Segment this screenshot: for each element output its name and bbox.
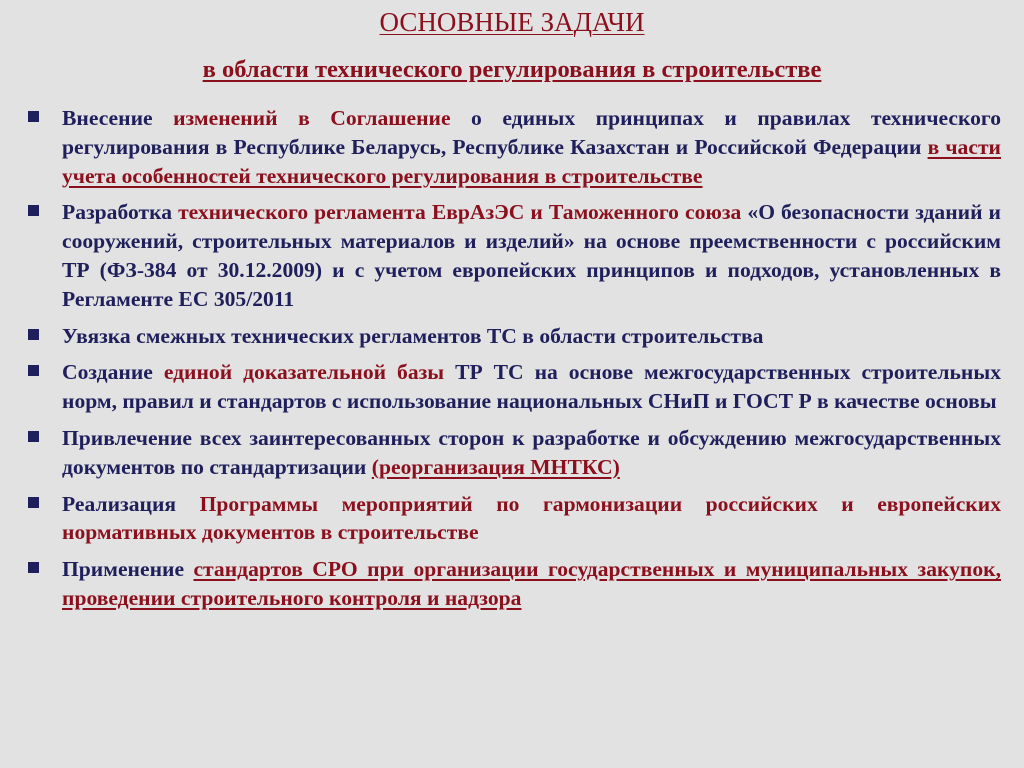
square-bullet-icon bbox=[28, 111, 39, 122]
text-segment: Привлечение всех заинтересованных сторон к разработке и обсуждению межгосударственных документов по стандартизации bbox=[62, 425, 1001, 479]
text-segment: Разработка bbox=[62, 200, 179, 225]
square-bullet-icon bbox=[28, 329, 39, 340]
square-bullet-icon bbox=[28, 205, 39, 216]
list-item-text bbox=[62, 198, 1001, 313]
list-item-text bbox=[62, 490, 1001, 548]
highlighted-text-segment: в части учета особенностей технического регулирования в строительстве bbox=[62, 134, 1001, 188]
list-item bbox=[28, 104, 1001, 190]
text-segment: Реализация bbox=[62, 491, 200, 516]
task-list bbox=[28, 104, 1001, 621]
square-bullet-icon bbox=[28, 365, 39, 376]
list-item bbox=[28, 322, 1001, 351]
highlighted-text-segment: (реорганизация МНТКС) bbox=[371, 454, 620, 479]
highlighted-text-segment: технического регламента ЕврАзЭС и Таможенного союза bbox=[178, 200, 742, 225]
square-bullet-icon bbox=[28, 497, 39, 508]
page-title: ОСНОВНЫЕ ЗАДАЧИ bbox=[379, 7, 645, 37]
list-item bbox=[28, 490, 1001, 548]
highlighted-text-segment: стандартов СРО при организации государственных и муниципальных закупок, проведении строительного контроля и надзора bbox=[62, 557, 1001, 610]
list-item-text bbox=[62, 104, 1001, 190]
list-item-text bbox=[62, 424, 1001, 482]
list-item bbox=[28, 198, 1001, 313]
text-segment: Внесение bbox=[62, 106, 174, 130]
highlighted-text-segment: единой доказательной базы bbox=[163, 360, 445, 385]
text-segment: ТР ТС на основе межгосударственных строительных норм, правил и стандартов с использование национальных СНиП и ГОСТ Р в качестве основы bbox=[62, 360, 1001, 414]
title-block bbox=[0, 6, 1024, 85]
list-item-text bbox=[62, 322, 1001, 351]
text-segment: Применение bbox=[62, 557, 194, 582]
text-segment: Увязка смежных технических регламентов ТС в области строительства bbox=[62, 323, 764, 348]
text-segment: о единых принципах и правилах технического регулирования в Республике Беларусь, Республике Казахстан и Российской Федерации bbox=[62, 106, 1001, 159]
text-segment: «О безопасности зданий и сооружений, строительных материалов и изделий» на основе преемственности с российским ТР (ФЗ-384 от 30.12.2009) и с учетом европейских принципов и подходов, установленных в Регламенте ЕС 305/2011 bbox=[62, 200, 1002, 311]
square-bullet-icon bbox=[28, 431, 39, 442]
square-bullet-icon bbox=[28, 562, 39, 573]
highlighted-text-segment: Программы мероприятий по гармонизации российских и европейских нормативных документов в строительстве bbox=[62, 491, 1001, 545]
list-item bbox=[28, 424, 1001, 482]
text-segment: Создание bbox=[62, 360, 164, 385]
page-subtitle: в области технического регулирования в строительстве bbox=[202, 56, 822, 83]
list-item-text bbox=[62, 358, 1001, 416]
highlighted-text-segment: изменений в Соглашение bbox=[173, 106, 451, 130]
list-item bbox=[28, 358, 1001, 416]
list-item-text bbox=[62, 555, 1001, 613]
list-item bbox=[28, 555, 1001, 613]
